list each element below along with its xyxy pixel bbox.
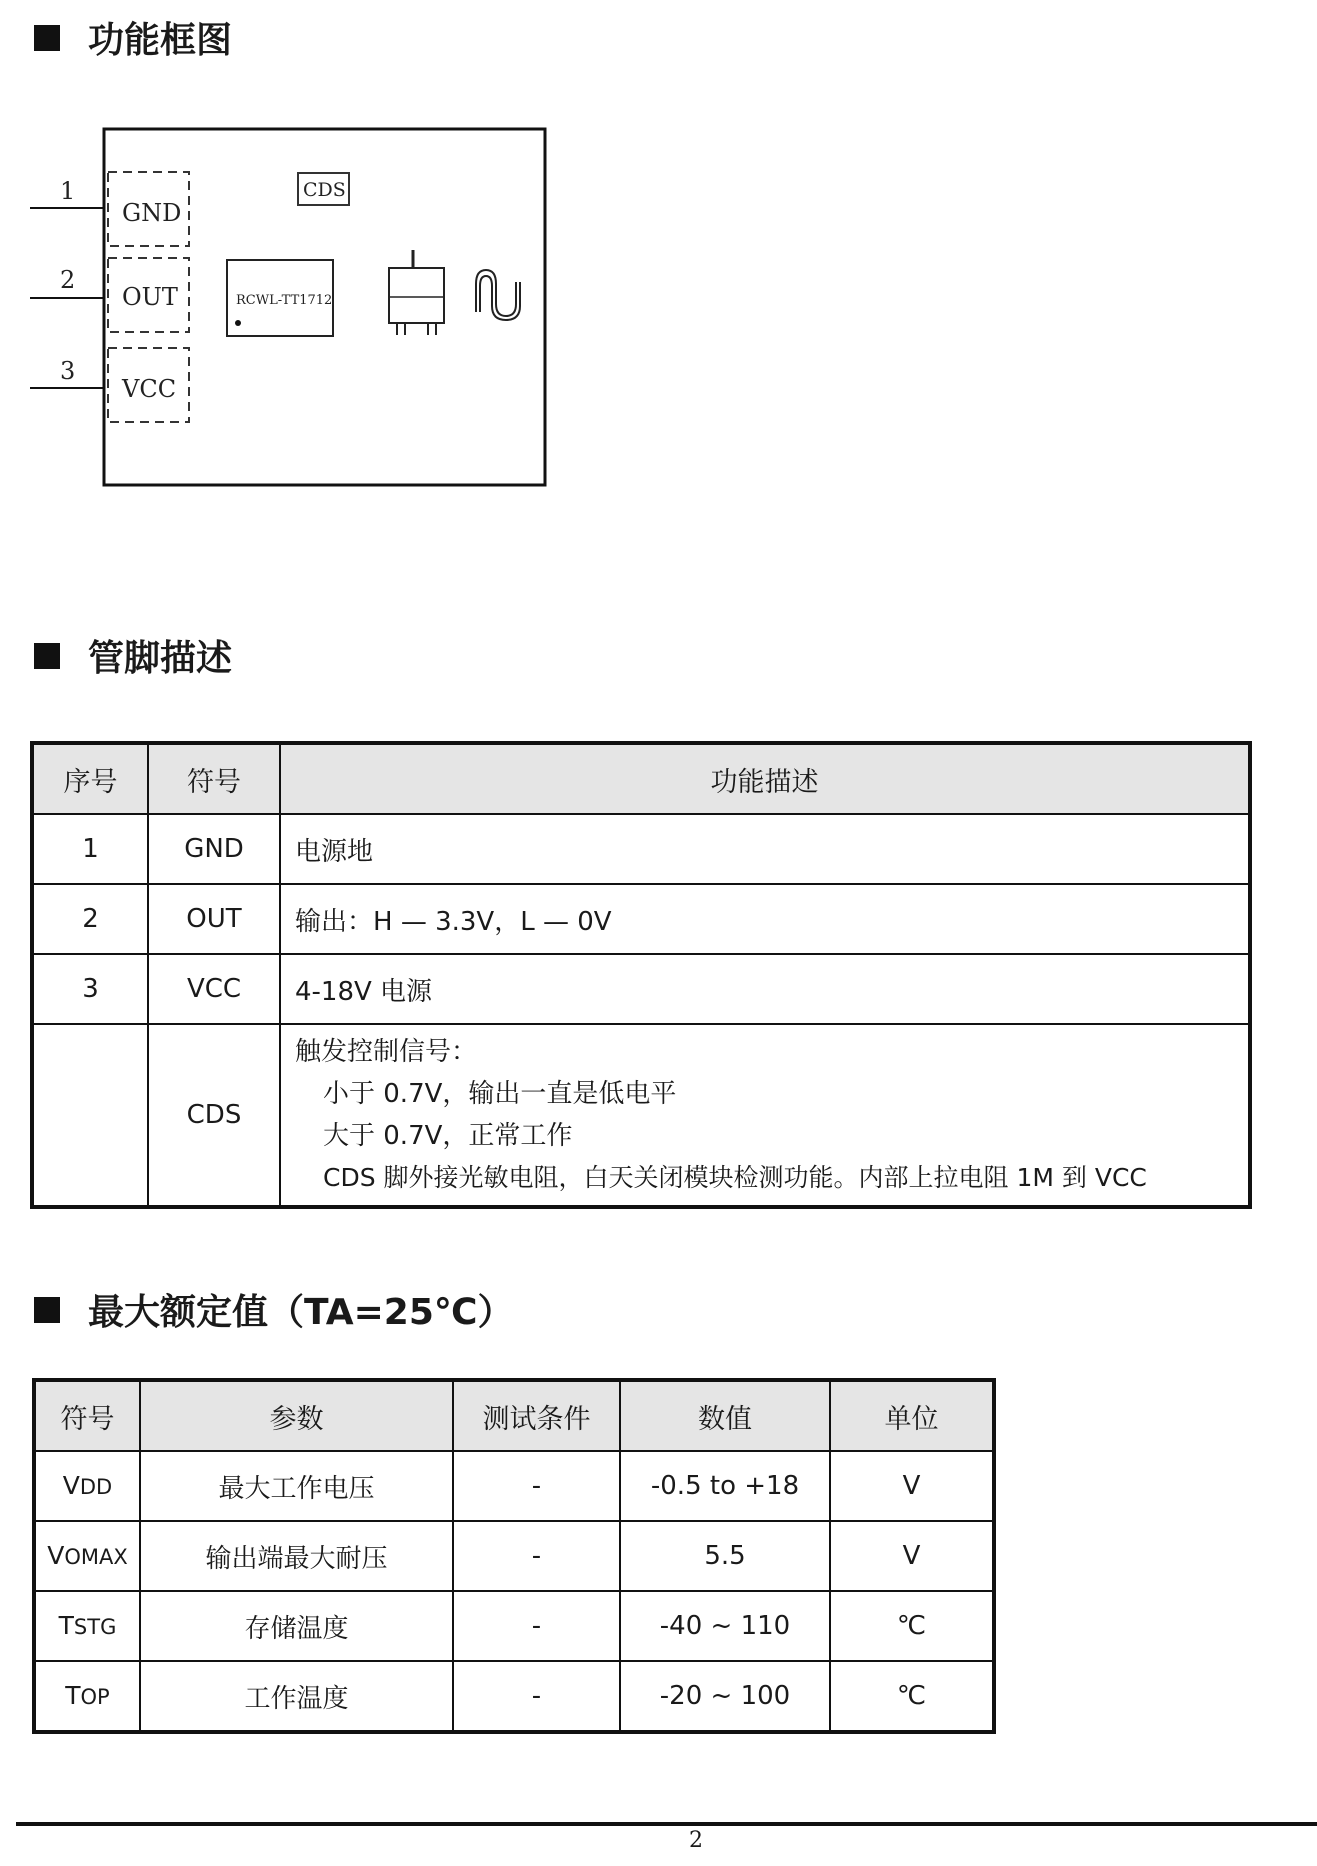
- max-ratings-table: [32, 1378, 996, 1734]
- cell-value: -0.5 to +18: [620, 1451, 830, 1521]
- cell-description-multiline: [280, 1024, 1250, 1207]
- table-header-row: [34, 1380, 994, 1451]
- chip-label: RCWL-TT1712: [236, 293, 333, 308]
- pin-label: VCC: [122, 375, 177, 403]
- cell-description: 电源地: [280, 814, 1250, 884]
- cell-no: 1: [32, 814, 148, 884]
- header-unit: 单位: [830, 1380, 994, 1451]
- cell-symbol: [34, 1451, 140, 1521]
- symbol-sub: OMAX: [64, 1545, 128, 1569]
- square-bullet-icon: [34, 1297, 60, 1323]
- cell-value: -40 ~ 110: [620, 1591, 830, 1661]
- table-row: [32, 954, 1250, 1024]
- cell-condition: -: [453, 1521, 620, 1591]
- square-bullet-icon: [34, 643, 60, 669]
- section-heading-pin-description: [34, 630, 232, 681]
- table-row: [32, 884, 1250, 954]
- symbol-main: T: [65, 1681, 81, 1710]
- pin-number: 3: [60, 357, 76, 385]
- cell-unit: ℃: [830, 1661, 994, 1732]
- cell-unit: V: [830, 1521, 994, 1591]
- cell-symbol: [34, 1661, 140, 1732]
- cell-description: 输出：H — 3.3V，L — 0V: [280, 884, 1250, 954]
- cell-condition: -: [453, 1661, 620, 1732]
- section-heading-block-diagram: [34, 12, 232, 63]
- table-row: [32, 814, 1250, 884]
- section-title: 功能框图: [88, 20, 233, 61]
- cell-no: 2: [32, 884, 148, 954]
- header-value: 数值: [620, 1380, 830, 1451]
- cell-condition: -: [453, 1591, 620, 1661]
- symbol-main: V: [62, 1471, 80, 1500]
- section-title: 最大额定值（TA=25℃）: [88, 1292, 514, 1333]
- cell-symbol: CDS: [148, 1024, 280, 1207]
- cell-parameter: 存储温度: [140, 1591, 453, 1661]
- desc-line: 触发控制信号：: [295, 1037, 478, 1067]
- cell-symbol: [34, 1521, 140, 1591]
- table-header-row: [32, 743, 1250, 814]
- header-test-condition: 测试条件: [453, 1380, 620, 1451]
- desc-line: CDS 脚外接光敏电阻，白天关闭模块检测功能。内部上拉电阻 1M 到 VCC: [323, 1163, 1147, 1192]
- desc-line: 大于 0.7V，正常工作: [323, 1121, 573, 1151]
- section-heading-max-ratings: [34, 1284, 513, 1335]
- block-diagram: [30, 120, 560, 500]
- symbol-main: T: [58, 1611, 74, 1640]
- chip-pin1-dot: [235, 320, 241, 326]
- cds-label: CDS: [303, 179, 346, 201]
- cell-no: 3: [32, 954, 148, 1024]
- cell-parameter: 工作温度: [140, 1661, 453, 1732]
- cell-symbol: VCC: [148, 954, 280, 1024]
- symbol-main: V: [47, 1541, 65, 1570]
- desc-line: 小于 0.7V，输出一直是低电平: [323, 1079, 677, 1109]
- cell-parameter: 输出端最大耐压: [140, 1521, 453, 1591]
- cell-unit: ℃: [830, 1591, 994, 1661]
- header-description: 功能描述: [280, 743, 1250, 814]
- cell-description: 4-18V 电源: [280, 954, 1250, 1024]
- header-symbol: 符号: [34, 1380, 140, 1451]
- pin-number: 2: [60, 266, 76, 294]
- cell-symbol: OUT: [148, 884, 280, 954]
- cell-no: [32, 1024, 148, 1207]
- table-row: [34, 1451, 994, 1521]
- cell-value: 5.5: [620, 1521, 830, 1591]
- antenna-icon: [476, 270, 520, 320]
- pin-label: OUT: [122, 283, 178, 311]
- symbol-sub: DD: [79, 1475, 113, 1499]
- pin-2: [30, 258, 189, 332]
- cell-symbol: [34, 1591, 140, 1661]
- cell-value: -20 ~ 100: [620, 1661, 830, 1732]
- table-row: [34, 1591, 994, 1661]
- symbol-sub: STG: [73, 1615, 117, 1639]
- pin-1: [30, 172, 189, 246]
- square-bullet-icon: [34, 25, 60, 51]
- symbol-sub: OP: [80, 1685, 110, 1709]
- table-row-cds: [32, 1024, 1250, 1207]
- pin-label: GND: [122, 199, 182, 227]
- header-parameter: 参数: [140, 1380, 453, 1451]
- pin-description-table: [30, 741, 1252, 1209]
- header-symbol: 符号: [148, 743, 280, 814]
- pin-3: [30, 348, 189, 422]
- header-no: 序号: [32, 743, 148, 814]
- pin-number: 1: [60, 177, 76, 205]
- cell-condition: -: [453, 1451, 620, 1521]
- cell-symbol: GND: [148, 814, 280, 884]
- cell-parameter: 最大工作电压: [140, 1451, 453, 1521]
- table-row: [34, 1661, 994, 1732]
- footer-rule: [16, 1822, 1317, 1826]
- cell-unit: V: [830, 1451, 994, 1521]
- page-number: 2: [689, 1828, 703, 1853]
- sensor-component-icon: [389, 250, 444, 335]
- section-title: 管脚描述: [88, 638, 233, 679]
- table-row: [34, 1521, 994, 1591]
